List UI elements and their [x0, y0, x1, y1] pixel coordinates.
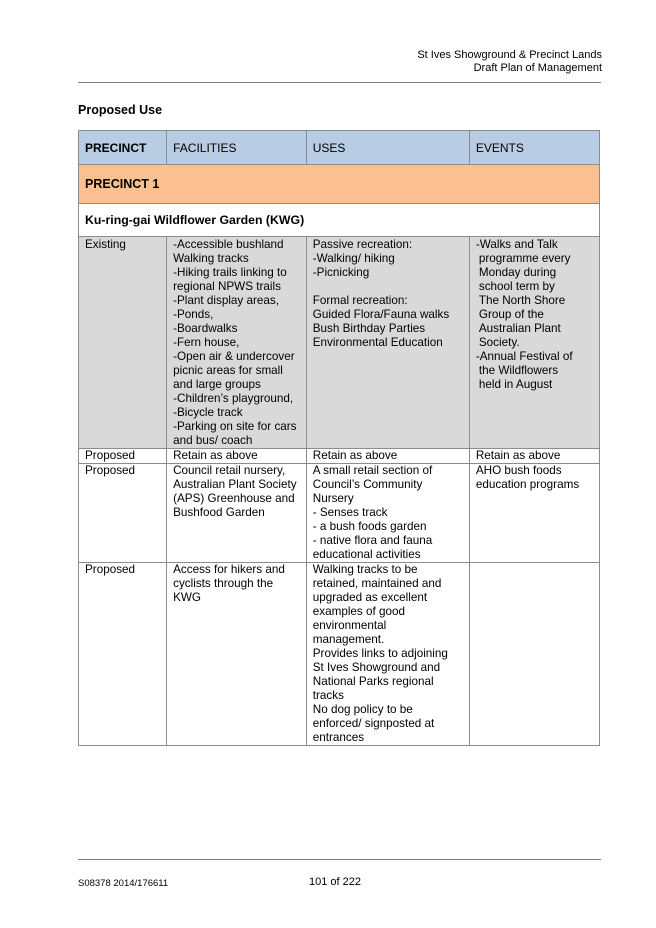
- cell-line: picnic areas for small: [173, 364, 283, 377]
- cell-line: -Children’s playground,: [173, 392, 294, 405]
- cell-line: -Open air & undercover: [173, 350, 295, 363]
- cell-line: Nursery: [312, 492, 354, 505]
- cell-line: Australian Plant Society: [173, 478, 297, 491]
- status-cell: Proposed: [79, 464, 167, 563]
- uses-cell: [306, 449, 469, 464]
- status-cell: Proposed: [79, 449, 167, 464]
- cell-line: AHO bush foods: [475, 464, 562, 477]
- column-header-events: EVENTS: [469, 131, 599, 165]
- cell-line: and large groups: [173, 378, 261, 391]
- cell-line: National Parks regional: [312, 675, 434, 688]
- cell-line: educational activities: [312, 548, 421, 561]
- table-row: [79, 464, 600, 563]
- cell-line: Monday during: [478, 266, 557, 279]
- table-row: [79, 237, 600, 449]
- precinct-title: PRECINCT 1: [79, 165, 600, 204]
- cell-line: -Walking/ hiking: [312, 252, 395, 265]
- column-header-uses: USES: [306, 131, 469, 165]
- facilities-cell: [167, 237, 307, 449]
- header-subtitle: Draft Plan of Management: [473, 62, 602, 74]
- column-header-precinct: PRECINCT: [79, 131, 167, 165]
- cell-line: No dog policy to be: [312, 703, 413, 716]
- cell-line: Provides links to adjoining: [312, 647, 448, 660]
- table-row: [79, 563, 600, 746]
- cell-line: Bushfood Garden: [173, 506, 265, 519]
- cell-line: retained, maintained and: [312, 577, 442, 590]
- cell-line: upgraded as excellent: [312, 591, 428, 604]
- cell-line: -Parking on site for cars: [173, 420, 297, 433]
- uses-cell: [306, 563, 469, 746]
- cell-line: -Fern house,: [173, 336, 240, 349]
- cell-line: -Boardwalks: [173, 322, 238, 335]
- cell-line: [313, 280, 469, 294]
- cell-line: -Accessible bushland: [173, 238, 284, 251]
- status-cell: Proposed: [79, 563, 167, 746]
- cell-line: Guided Flora/Fauna walks: [312, 308, 450, 321]
- facilities-cell: [167, 563, 307, 746]
- cell-line: held in August: [478, 378, 553, 391]
- cell-line: Group of the: [478, 308, 544, 321]
- cell-line: -Plant display areas,: [173, 294, 279, 307]
- cell-line: Australian Plant: [478, 322, 561, 335]
- precinct-title-row: [79, 165, 600, 204]
- cell-line: Council retail nursery,: [173, 464, 286, 477]
- cell-line: the Wildflowers: [478, 364, 559, 377]
- cell-line: cyclists through the: [173, 577, 274, 590]
- cell-line: -Bicycle track: [173, 406, 243, 419]
- table-header-row: [79, 131, 600, 165]
- facilities-cell: [167, 449, 307, 464]
- cell-line: -Picnicking: [312, 266, 370, 279]
- cell-line: Society.: [478, 336, 520, 349]
- column-header-facilities: FACILITIES: [167, 131, 307, 165]
- cell-line: (APS) Greenhouse and: [173, 492, 295, 505]
- cell-line: examples of good: [312, 605, 406, 618]
- events-cell: [469, 237, 599, 449]
- cell-line: Retain as above: [312, 449, 398, 462]
- facilities-cell: [167, 464, 307, 563]
- cell-line: A small retail section of: [312, 464, 433, 477]
- section-title: Proposed Use: [78, 103, 163, 117]
- events-cell: [469, 563, 599, 746]
- header-rule: [78, 82, 601, 83]
- events-cell: [469, 449, 599, 464]
- cell-line: -Walks and Talk: [475, 238, 558, 251]
- cell-line: -Ponds,: [173, 308, 214, 321]
- footer-rule: [78, 859, 601, 860]
- site-title: Ku-ring-gai Wildflower Garden (KWG): [79, 204, 600, 237]
- cell-line: St Ives Showground and: [312, 661, 441, 674]
- cell-line: Council’s Community: [312, 478, 423, 491]
- table-row: [79, 449, 600, 464]
- cell-line: The North Shore: [478, 294, 566, 307]
- status-cell: Existing: [79, 237, 167, 449]
- cell-line: Walking tracks: [173, 252, 249, 265]
- cell-line: management.: [312, 633, 385, 646]
- cell-line: - a bush foods garden: [312, 520, 427, 533]
- cell-line: and bus/ coach: [173, 434, 253, 447]
- cell-line: KWG: [173, 591, 202, 604]
- cell-line: Formal recreation:: [312, 294, 408, 307]
- document-reference: S08378 2014/176611: [78, 878, 169, 889]
- cell-line: - Senses track: [312, 506, 388, 519]
- cell-line: - native flora and fauna: [312, 534, 433, 547]
- cell-line: Bush Birthday Parties: [312, 322, 426, 335]
- cell-line: programme every: [478, 252, 571, 265]
- cell-line: Environmental Education: [312, 336, 443, 349]
- cell-line: Retain as above: [475, 449, 561, 462]
- page-number: 101 of 222: [309, 876, 361, 888]
- cell-line: education programs: [475, 478, 580, 491]
- cell-line: Access for hikers and: [173, 563, 285, 576]
- cell-line: Walking tracks to be: [312, 563, 418, 576]
- proposed-use-table: [78, 130, 600, 746]
- cell-line: enforced/ signposted at: [312, 717, 435, 730]
- cell-line: environmental: [312, 619, 387, 632]
- cell-line: school term by: [478, 280, 555, 293]
- uses-cell: [306, 464, 469, 563]
- events-cell: [469, 464, 599, 563]
- cell-line: Retain as above: [173, 449, 258, 462]
- cell-line: Passive recreation:: [312, 238, 413, 251]
- site-title-row: [79, 204, 600, 237]
- header-title: St Ives Showground & Precinct Lands: [417, 49, 602, 61]
- uses-cell: [306, 237, 469, 449]
- cell-line: tracks: [312, 689, 344, 702]
- cell-line: -Annual Festival of: [475, 350, 573, 363]
- cell-line: -Hiking trails linking to: [173, 266, 287, 279]
- cell-line: regional NPWS trails: [173, 280, 281, 293]
- cell-line: entrances: [312, 731, 365, 744]
- document-header: [417, 49, 602, 75]
